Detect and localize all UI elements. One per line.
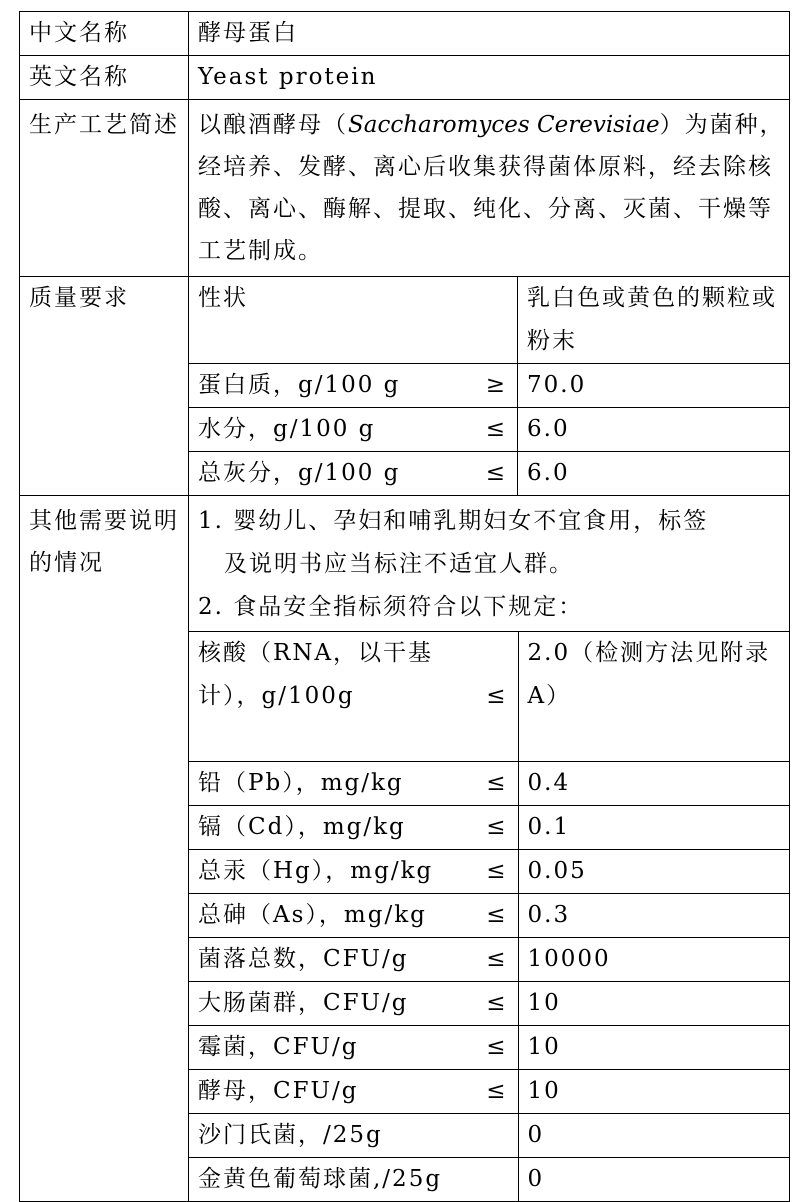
- indicator-param: 霉菌，CFU/g: [198, 1034, 359, 1060]
- indicator-value: 0: [518, 1114, 790, 1158]
- table-row: [189, 632, 790, 762]
- operator: ≤: [486, 1034, 508, 1060]
- row-label: 其他需要说明的情况: [20, 496, 189, 1202]
- indicator-param-cell: [189, 938, 518, 982]
- indicator-value: 0: [518, 1158, 790, 1202]
- other-requirements: [189, 496, 790, 1202]
- notes-block: [189, 496, 789, 631]
- indicator-param: 铅（Pb），mg/kg: [198, 770, 404, 796]
- indicator-param-cell: [189, 850, 518, 894]
- note-1-line-2: 及说明书应当标注不适宜人群。: [224, 551, 574, 577]
- indicator-param: 总砷（As），mg/kg: [198, 902, 427, 928]
- operator: ≤: [486, 1078, 508, 1104]
- safety-indicators-table: [189, 631, 790, 1201]
- operator: ≤: [486, 946, 508, 972]
- operator: ≤: [486, 902, 508, 928]
- indicator-value: 2.0（检测方法见附录A）: [518, 632, 790, 762]
- table-row: [189, 762, 790, 806]
- quality-param: 水分，g/100 g: [198, 416, 376, 442]
- table-row: [189, 938, 790, 982]
- table-row: [20, 56, 790, 100]
- table-row: [189, 894, 790, 938]
- row-label: 中文名称: [20, 12, 189, 56]
- indicator-param-cell: [189, 1070, 518, 1114]
- row-label: 生产工艺简述: [20, 100, 189, 277]
- english-name-value: Yeast protein: [189, 56, 790, 100]
- operator: ≤: [486, 770, 508, 796]
- quality-value: 6.0: [518, 452, 790, 496]
- indicator-param: 核酸（RNA，以干基计），g/100g: [198, 640, 434, 709]
- row-label: 质量要求: [20, 277, 189, 496]
- table-row: [189, 1026, 790, 1070]
- operator: ≥: [485, 372, 507, 398]
- table-row: [189, 1114, 790, 1158]
- table-row: [20, 277, 790, 364]
- table-row: [189, 982, 790, 1026]
- table-row: [189, 850, 790, 894]
- indicator-value: 0.4: [518, 762, 790, 806]
- table-row: [20, 100, 790, 277]
- process-description: [189, 100, 790, 277]
- spec-table: [19, 11, 790, 1202]
- indicator-param: 总汞（Hg），mg/kg: [198, 858, 434, 884]
- quality-param: 性状: [189, 277, 518, 364]
- indicator-param-cell: [189, 1026, 518, 1070]
- indicator-value: 0.3: [518, 894, 790, 938]
- process-text-post: ）为菌种，经培养、发酵、离心后收集获得菌体原料，经去除核酸、离心、酶解、提取、纯化、分离、灭菌、干燥等工艺制成。: [198, 112, 785, 264]
- indicator-param: 镉（Cd），mg/kg: [198, 814, 406, 840]
- indicator-param-cell: [189, 806, 518, 850]
- quality-param-cell: [189, 452, 518, 496]
- indicator-param: 酵母，CFU/g: [198, 1078, 359, 1104]
- row-label: 英文名称: [20, 56, 189, 100]
- operator: ≤: [486, 990, 508, 1016]
- indicator-value: 10: [518, 1026, 790, 1070]
- operator: ≤: [485, 460, 507, 486]
- indicator-param-cell: [189, 894, 518, 938]
- indicator-param-cell: [189, 762, 518, 806]
- table-row: [189, 1070, 790, 1114]
- indicator-value: 0.05: [518, 850, 790, 894]
- table-row: [189, 1158, 790, 1202]
- note-2: 2. 食品安全指标须符合以下规定：: [198, 594, 584, 620]
- table-row: [20, 12, 790, 56]
- quality-value: 6.0: [518, 408, 790, 452]
- indicator-param: 大肠菌群，CFU/g: [198, 990, 409, 1016]
- quality-value: 乳白色或黄色的颗粒或粉末: [518, 277, 790, 364]
- table-row: [20, 496, 790, 1202]
- note-1-line-1: 1. 婴幼儿、孕妇和哺乳期妇女不宜食用，标签: [198, 508, 709, 534]
- quality-value: 70.0: [518, 364, 790, 408]
- indicator-param: 沙门氏菌，/25g: [189, 1114, 518, 1158]
- operator: ≤: [486, 814, 508, 840]
- indicator-value: 10000: [518, 938, 790, 982]
- quality-param-cell: [189, 408, 518, 452]
- quality-param-cell: [189, 364, 518, 408]
- species-name: Saccharomyces Cerevisiae: [348, 112, 660, 138]
- quality-param: 蛋白质，g/100 g: [198, 372, 401, 398]
- indicator-value: 0.1: [518, 806, 790, 850]
- indicator-value: 10: [518, 982, 790, 1026]
- indicator-param: 菌落总数，CFU/g: [198, 946, 409, 972]
- indicator-param-cell: [189, 982, 518, 1026]
- table-row: [189, 806, 790, 850]
- process-text-pre: 以酿酒酵母（: [198, 112, 348, 138]
- operator: ≤: [486, 683, 508, 709]
- quality-param: 总灰分，g/100 g: [198, 460, 401, 486]
- operator: ≤: [486, 858, 508, 884]
- indicator-value: 10: [518, 1070, 790, 1114]
- indicator-param: 金黄色葡萄球菌,/25g: [189, 1158, 518, 1202]
- operator: ≤: [485, 416, 507, 442]
- indicator-param-cell: [189, 632, 518, 762]
- chinese-name-value: 酵母蛋白: [189, 12, 790, 56]
